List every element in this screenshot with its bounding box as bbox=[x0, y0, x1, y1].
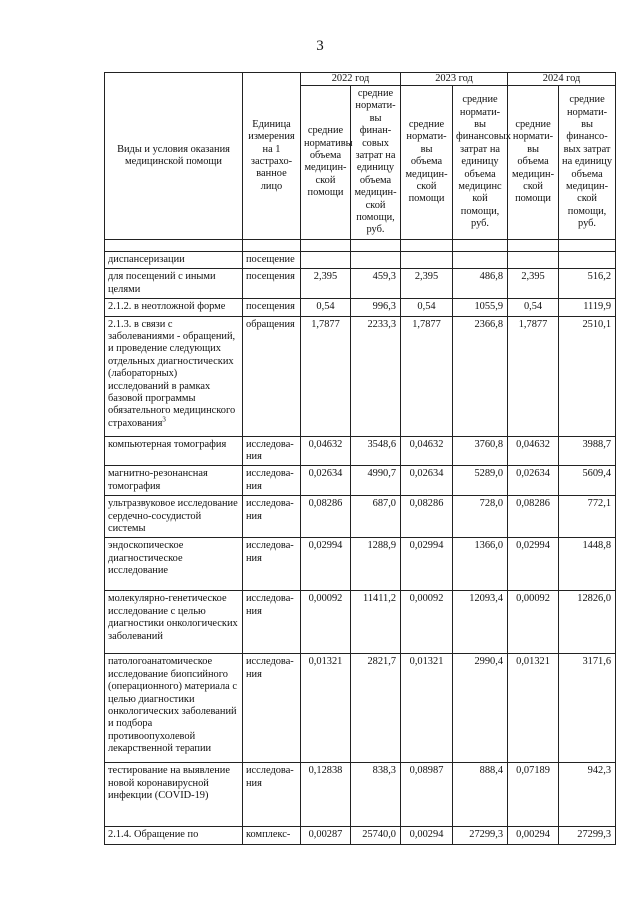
row-unit: посещения bbox=[243, 299, 301, 316]
cost-cell bbox=[453, 251, 508, 268]
cost-cell: 1366,0 bbox=[453, 538, 508, 591]
cost-cell: 838,3 bbox=[351, 763, 401, 827]
volume-cell: 0,00287 bbox=[301, 827, 351, 844]
header-volume-2022: средние нормативы объема медицин-ской помощи bbox=[301, 86, 351, 240]
cost-cell: 1448,8 bbox=[559, 538, 616, 591]
header-volume-2024: средние нормати-вы объема медицин-ской помощи bbox=[508, 86, 559, 240]
volume-cell: 0,54 bbox=[301, 299, 351, 316]
volume-cell bbox=[508, 251, 559, 268]
row-name bbox=[105, 763, 243, 827]
row-name bbox=[105, 654, 243, 763]
row-name bbox=[105, 538, 243, 591]
table-row bbox=[105, 654, 616, 763]
row-name-text: патологоанатомическое исследование биопсийного (операционного) материала с целью диагностики онкологических заболеваний и подбора противоопухолевой лекарственной терапии bbox=[108, 656, 237, 755]
cost-cell: 942,3 bbox=[559, 763, 616, 827]
cost-cell: 5609,4 bbox=[559, 466, 616, 496]
row-name-text: молекулярно-генетическое исследование с целью диагностики онкологических заболеваний bbox=[108, 593, 238, 642]
row-name-text: диспансеризации bbox=[108, 253, 185, 265]
table-row bbox=[105, 466, 616, 496]
cost-cell: 3171,6 bbox=[559, 654, 616, 763]
volume-cell: 0,00294 bbox=[508, 827, 559, 844]
cost-cell: 772,1 bbox=[559, 496, 616, 538]
row-name bbox=[105, 251, 243, 268]
cost-cell: 12093,4 bbox=[453, 591, 508, 654]
volume-cell: 2,395 bbox=[401, 269, 453, 299]
row-name-text: ультразвуковое исследование сердечно-сосудистой системы bbox=[108, 498, 238, 534]
norms-table bbox=[104, 72, 616, 845]
cost-cell bbox=[559, 251, 616, 268]
cost-cell: 1055,9 bbox=[453, 299, 508, 316]
volume-cell: 0,00092 bbox=[401, 591, 453, 654]
volume-cell: 0,01321 bbox=[301, 654, 351, 763]
cost-cell: 2510,1 bbox=[559, 316, 616, 436]
row-unit: исследова-ния bbox=[243, 763, 301, 827]
row-name-text: 2.1.3. в связи с заболеваниями - обращений, и проведение следующих отдельных диагностических (лабораторных) исследований в рамках базовой программы обязательного медицинского страхования bbox=[108, 318, 236, 429]
row-unit: комплекс- bbox=[243, 827, 301, 844]
row-name-text: компьютерная томография bbox=[108, 438, 227, 450]
row-name bbox=[105, 496, 243, 538]
volume-cell: 1,7877 bbox=[401, 316, 453, 436]
cost-cell: 12826,0 bbox=[559, 591, 616, 654]
row-unit: исследова-ния bbox=[243, 654, 301, 763]
cost-cell: 996,3 bbox=[351, 299, 401, 316]
cost-cell: 486,8 bbox=[453, 269, 508, 299]
volume-cell: 0,04632 bbox=[401, 436, 453, 466]
spacer-row bbox=[105, 239, 616, 251]
row-name-text: для посещений с иными целями bbox=[108, 271, 216, 295]
volume-cell: 0,04632 bbox=[301, 436, 351, 466]
cost-cell: 687,0 bbox=[351, 496, 401, 538]
header-cost-2023: средние нормати-вы финансовых затрат на единицу объема медицинс кой помощи, руб. bbox=[453, 86, 508, 240]
volume-cell: 2,395 bbox=[301, 269, 351, 299]
cost-cell: 1288,9 bbox=[351, 538, 401, 591]
row-unit: обращения bbox=[243, 316, 301, 436]
volume-cell: 0,04632 bbox=[508, 436, 559, 466]
header-year-2023: 2023 год bbox=[401, 73, 508, 86]
volume-cell: 0,00092 bbox=[508, 591, 559, 654]
volume-cell: 0,54 bbox=[401, 299, 453, 316]
header-unit: Единица измерения на 1 застрахо-ванное лицо bbox=[243, 73, 301, 240]
volume-cell bbox=[301, 251, 351, 268]
volume-cell: 0,01321 bbox=[508, 654, 559, 763]
volume-cell: 0,02994 bbox=[301, 538, 351, 591]
cost-cell: 459,3 bbox=[351, 269, 401, 299]
row-name bbox=[105, 591, 243, 654]
table-row bbox=[105, 827, 616, 844]
header-volume-2023: средние нормати-вы объема медицин-ской помощи bbox=[401, 86, 453, 240]
cost-cell: 11411,2 bbox=[351, 591, 401, 654]
cost-cell: 1119,9 bbox=[559, 299, 616, 316]
volume-cell: 0,54 bbox=[508, 299, 559, 316]
cost-cell: 2821,7 bbox=[351, 654, 401, 763]
cost-cell: 3548,6 bbox=[351, 436, 401, 466]
volume-cell: 0,08987 bbox=[401, 763, 453, 827]
cost-cell: 27299,3 bbox=[559, 827, 616, 844]
volume-cell: 0,00092 bbox=[301, 591, 351, 654]
volume-cell: 0,00294 bbox=[401, 827, 453, 844]
volume-cell bbox=[401, 251, 453, 268]
page-number: 3 bbox=[316, 38, 324, 54]
volume-cell: 0,02994 bbox=[508, 538, 559, 591]
volume-cell: 0,08286 bbox=[508, 496, 559, 538]
cost-cell: 2233,3 bbox=[351, 316, 401, 436]
cost-cell: 516,2 bbox=[559, 269, 616, 299]
row-name-text: 2.1.4. Обращение по bbox=[108, 829, 199, 841]
cost-cell: 25740,0 bbox=[351, 827, 401, 844]
volume-cell: 0,07189 bbox=[508, 763, 559, 827]
table-row bbox=[105, 538, 616, 591]
volume-cell: 0,08286 bbox=[401, 496, 453, 538]
table-row bbox=[105, 496, 616, 538]
cost-cell: 2990,4 bbox=[453, 654, 508, 763]
cost-cell: 3760,8 bbox=[453, 436, 508, 466]
row-unit: посещение bbox=[243, 251, 301, 268]
volume-cell: 0,02634 bbox=[301, 466, 351, 496]
cost-cell: 2366,8 bbox=[453, 316, 508, 436]
volume-cell: 1,7877 bbox=[508, 316, 559, 436]
table-row bbox=[105, 316, 616, 436]
row-name bbox=[105, 827, 243, 844]
table-row bbox=[105, 436, 616, 466]
row-name bbox=[105, 466, 243, 496]
row-name-text: тестирование на выявление новой коронавирусной инфекции (COVID-19) bbox=[108, 765, 230, 802]
volume-cell: 0,02994 bbox=[401, 538, 453, 591]
volume-cell: 0,01321 bbox=[401, 654, 453, 763]
row-unit: исследова-ния bbox=[243, 496, 301, 538]
volume-cell: 0,08286 bbox=[301, 496, 351, 538]
table-row bbox=[105, 763, 616, 827]
cost-cell bbox=[351, 251, 401, 268]
row-name bbox=[105, 269, 243, 299]
row-name bbox=[105, 299, 243, 316]
header-year-2024: 2024 год bbox=[508, 73, 616, 86]
volume-cell: 0,02634 bbox=[508, 466, 559, 496]
volume-cell: 0,12838 bbox=[301, 763, 351, 827]
header-cost-2024: средние нормати-вы финансо-вых затрат на единицу объема медицин-ской помощи, руб. bbox=[559, 86, 616, 240]
table-row bbox=[105, 591, 616, 654]
row-name-text: эндоскопическое диагностическое исследование bbox=[108, 540, 184, 577]
row-name-text: магнитно-резонансная томография bbox=[108, 468, 208, 492]
table-body bbox=[105, 251, 616, 844]
header-year-2022: 2022 год bbox=[301, 73, 401, 86]
table-row bbox=[105, 251, 616, 268]
row-name bbox=[105, 436, 243, 466]
cost-cell: 27299,3 bbox=[453, 827, 508, 844]
volume-cell: 2,395 bbox=[508, 269, 559, 299]
cost-cell: 3988,7 bbox=[559, 436, 616, 466]
cost-cell: 728,0 bbox=[453, 496, 508, 538]
table-row bbox=[105, 269, 616, 299]
header-kind: Виды и условия оказания медицинской помощи bbox=[105, 73, 243, 240]
cost-cell: 4990,7 bbox=[351, 466, 401, 496]
row-name bbox=[105, 316, 243, 436]
row-unit: посещения bbox=[243, 269, 301, 299]
footnote-mark: 3 bbox=[162, 415, 166, 424]
row-unit: исследова-ния bbox=[243, 591, 301, 654]
header-cost-2022: средние нормати-вы финан-совых затрат на единицу объема медицин-ской помощи, руб. bbox=[351, 86, 401, 240]
table-row bbox=[105, 299, 616, 316]
row-unit: исследова-ния bbox=[243, 436, 301, 466]
volume-cell: 1,7877 bbox=[301, 316, 351, 436]
row-unit: исследова-ния bbox=[243, 538, 301, 591]
cost-cell: 5289,0 bbox=[453, 466, 508, 496]
cost-cell: 888,4 bbox=[453, 763, 508, 827]
volume-cell: 0,02634 bbox=[401, 466, 453, 496]
row-unit: исследова-ния bbox=[243, 466, 301, 496]
row-name-text: 2.1.2. в неотложной форме bbox=[108, 301, 226, 313]
